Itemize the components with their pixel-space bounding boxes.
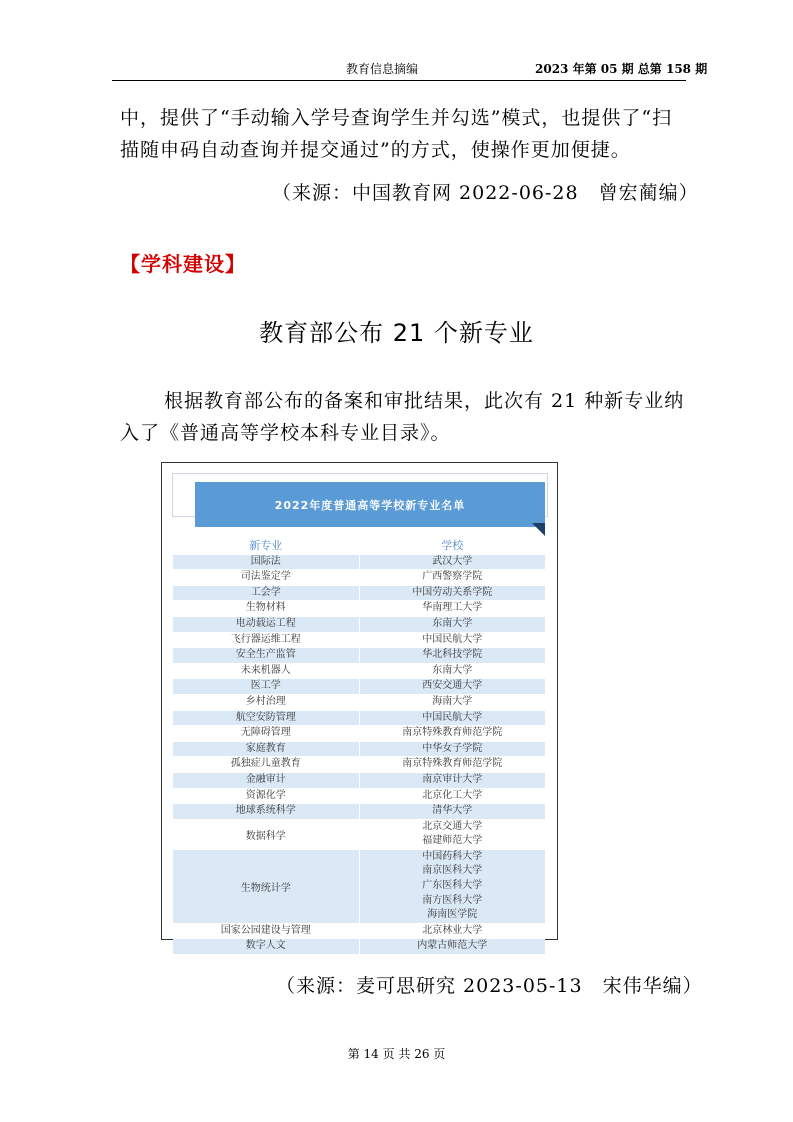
- table-row: [173, 601, 545, 617]
- major-cell: 资源化学: [173, 789, 360, 804]
- school-cell: 海南大学: [432, 695, 473, 707]
- major-cell: 未来机器人: [173, 664, 360, 679]
- table-row: [173, 695, 545, 711]
- table-row: [173, 648, 545, 664]
- table-header-row: [173, 539, 545, 555]
- major-cell: 数据科学: [173, 820, 360, 849]
- banner-corner-triangle: [532, 523, 545, 536]
- table-row: [173, 570, 545, 586]
- figure-banner-title: 2022年度普通高等学校新专业名单: [195, 482, 545, 527]
- school-cell: 北京交通大学: [422, 820, 483, 832]
- major-cell: 乡村治理: [173, 695, 360, 710]
- school-cell: 内蒙古师范大学: [417, 940, 488, 952]
- table-row: [173, 742, 545, 758]
- major-cell: 数字人文: [173, 939, 360, 954]
- major-cell: 国际法: [173, 555, 360, 570]
- source-citation-1: （来源：中国教育网 2022-06-28 曾宏蔺编）: [272, 182, 699, 204]
- table-row: [173, 679, 545, 695]
- school-cell: 广西警察学院: [422, 571, 483, 583]
- school-cell: 南方医科大学: [422, 894, 483, 906]
- major-cell: 司法鉴定学: [173, 570, 360, 585]
- major-cell: 飞行器运维工程: [173, 633, 360, 648]
- table-row: [173, 617, 545, 633]
- major-cell: 无障碍管理: [173, 726, 360, 741]
- article-paragraph: 根据教育部公布的备案和审批结果，此次有 21 种新专业纳入了《普通高等学校本科专业目录》。: [120, 390, 685, 444]
- major-cell: 国家公园建设与管理: [173, 924, 360, 939]
- major-cell: 地球系统科学: [173, 804, 360, 819]
- page-footer: 第 14 页 共 26 页: [347, 1047, 446, 1061]
- major-cell: 工会学: [173, 586, 360, 601]
- section-label: 【学科建设】: [120, 252, 246, 276]
- school-cell: 中国民航大学: [422, 711, 483, 723]
- table-row: [173, 924, 545, 940]
- school-cell: 海南医学院: [427, 909, 478, 921]
- table-row: [173, 555, 545, 571]
- major-cell: 金融审计: [173, 773, 360, 788]
- table-row: [173, 757, 545, 773]
- school-cell: 北京林业大学: [422, 924, 483, 936]
- table-row-group: [173, 850, 545, 924]
- source-citation-2: （来源：麦可思研究 2023-05-13 宋伟华编）: [276, 975, 703, 997]
- school-cell: 广东医科大学: [422, 880, 483, 892]
- major-cell: 航空安防管理: [173, 711, 360, 726]
- school-cell: 中华女子学院: [422, 742, 483, 754]
- school-cell: 中国民航大学: [422, 633, 483, 645]
- major-cell: 电动载运工程: [173, 617, 360, 632]
- table-row: [173, 633, 545, 649]
- new-majors-figure: [161, 462, 558, 952]
- school-cell: 福建师范大学: [422, 835, 483, 847]
- school-cell-group: [360, 820, 546, 849]
- school-cell: 华南理工大学: [422, 602, 483, 614]
- table-row: [173, 939, 545, 955]
- header-rule: [112, 80, 686, 81]
- major-cell: 医工学: [173, 679, 360, 694]
- majors-table: [173, 539, 545, 955]
- header-issue: 2023 年第 05 期 总第 158 期: [535, 62, 708, 76]
- school-cell: 南京审计大学: [422, 773, 483, 785]
- table-row: [173, 664, 545, 680]
- header-publication: 教育信息摘编: [346, 62, 419, 76]
- column-header-school: 学校: [441, 539, 464, 552]
- table-row: [173, 711, 545, 727]
- major-cell: 家庭教育: [173, 742, 360, 757]
- school-cell: 南京医科大学: [422, 865, 483, 877]
- school-cell: 中国劳动关系学院: [412, 586, 493, 598]
- school-cell: 南京特殊教育师范学院: [402, 727, 503, 739]
- table-row-group: [173, 820, 545, 850]
- table-row: [173, 586, 545, 602]
- major-cell: 安全生产监管: [173, 648, 360, 663]
- major-cell: 孤独症儿童教育: [173, 757, 360, 772]
- column-header-major: 新专业: [173, 539, 360, 554]
- table-row: [173, 773, 545, 789]
- school-cell: 武汉大学: [432, 555, 473, 567]
- major-cell: 生物统计学: [173, 850, 360, 923]
- school-cell: 西安交通大学: [422, 680, 483, 692]
- paragraph-continued: 中，提供了“手动输入学号查询学生并勾选”模式，也提供了“扫描随申码自动查询并提交通过”的方式，使操作更加便捷。: [120, 107, 673, 161]
- table-row: [173, 804, 545, 820]
- school-cell: 南京特殊教育师范学院: [402, 758, 503, 770]
- school-cell-group: [360, 850, 546, 923]
- table-row: [173, 789, 545, 805]
- school-cell: 中国药科大学: [422, 850, 483, 862]
- article-title: 教育部公布 21 个新专业: [259, 319, 534, 347]
- school-cell: 东南大学: [432, 664, 473, 676]
- major-cell: 生物材料: [173, 601, 360, 616]
- school-cell: 清华大学: [432, 805, 473, 817]
- school-cell: 华北科技学院: [422, 649, 483, 661]
- table-row: [173, 726, 545, 742]
- school-cell: 北京化工大学: [422, 789, 483, 801]
- school-cell: 东南大学: [432, 617, 473, 629]
